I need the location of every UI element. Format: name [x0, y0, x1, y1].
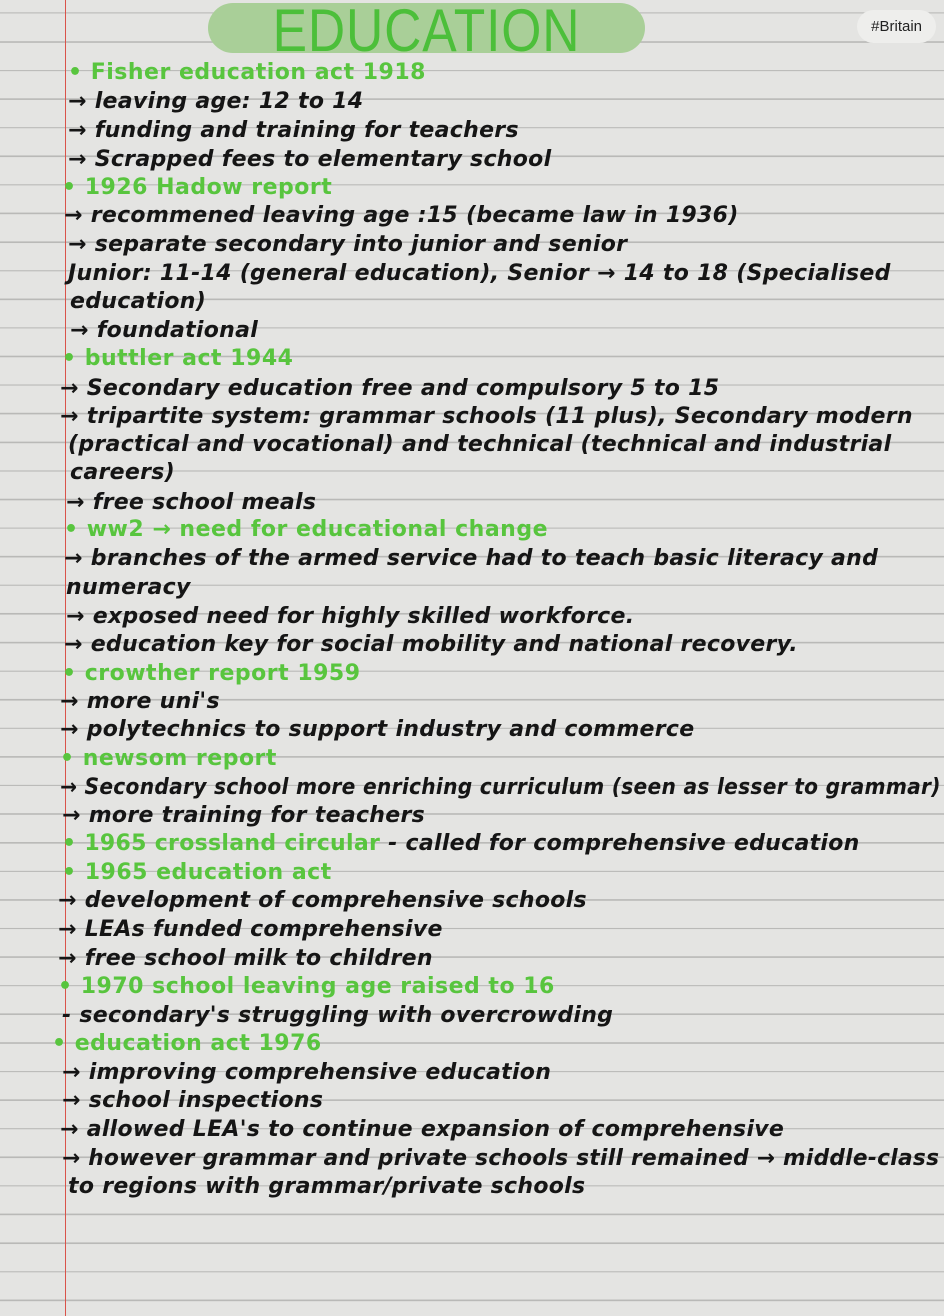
note-line: → LEAs funded comprehensive [58, 917, 443, 942]
section-heading: • Fisher education act 1918 [68, 60, 426, 85]
note-line: → free school milk to children [58, 946, 433, 971]
note-line: → funding and training for teachers [68, 118, 519, 143]
note-line: → exposed need for highly skilled workforce. [66, 604, 635, 629]
note-line: → branches of the armed service had to teach basic literacy and [64, 546, 879, 571]
note-line: → separate secondary into junior and senior [68, 232, 628, 257]
tag-badge[interactable]: #Britain [857, 10, 936, 43]
section-heading: • 1926 Hadow report [62, 175, 333, 200]
note-line: → development of comprehensive schools [58, 888, 587, 913]
note-line: → recommened leaving age :15 (became law in 1936) [64, 203, 739, 228]
section-heading: • buttler act 1944 [62, 346, 294, 371]
note-line: → school inspections [62, 1088, 324, 1113]
note-line: to regions with grammar/private schools [68, 1174, 586, 1199]
note-line: careers) [70, 460, 175, 485]
section-heading: • 1970 school leaving age raised to 16 [58, 974, 555, 999]
note-line: → allowed LEA's to continue expansion of comprehensive [60, 1117, 785, 1142]
note-line: education) [70, 289, 207, 314]
note-line: → free school meals [66, 490, 317, 515]
note-line: → tripartite system: grammar schools (11 plus), Secondary modern [60, 404, 913, 429]
note-line: → improving comprehensive education [62, 1060, 552, 1085]
section-heading: • newsom report [60, 746, 277, 771]
section-heading: • crowther report 1959 [62, 661, 361, 686]
note-line: → polytechnics to support industry and commerce [60, 717, 695, 742]
note-line: → Secondary school more enriching curriculum (seen as lesser to grammar) [60, 775, 941, 800]
note-line: → education key for social mobility and national recovery. [64, 632, 798, 657]
note-line: Junior: 11-14 (general education), Senior → 14 to 18 (Specialised [68, 261, 891, 286]
note-line: - secondary's struggling with overcrowding [62, 1003, 614, 1028]
note-line: → however grammar and private schools still remained → middle-class [62, 1146, 940, 1171]
section-heading: • 1965 education act [62, 860, 332, 885]
note-line: → more uni's [60, 689, 220, 714]
note-line: → Scrapped fees to elementary school [68, 147, 552, 172]
note-line: (practical and vocational) and technical (technical and industrial [68, 432, 892, 457]
page-title: EDUCATION [272, 0, 581, 64]
note-line: → leaving age: 12 to 14 [68, 89, 364, 114]
note-text: - called for comprehensive education [380, 831, 860, 856]
note-line: → foundational [70, 318, 259, 343]
section-heading: • 1965 crossland circular [62, 831, 381, 856]
note-line: numeracy [66, 575, 191, 600]
note-line-mixed [62, 830, 860, 858]
section-heading: • education act 1976 [52, 1031, 322, 1056]
section-heading: • ww2 → need for educational change [64, 517, 549, 542]
note-line: → Secondary education free and compulsory 5 to 15 [60, 376, 720, 401]
note-line: → more training for teachers [62, 803, 426, 828]
